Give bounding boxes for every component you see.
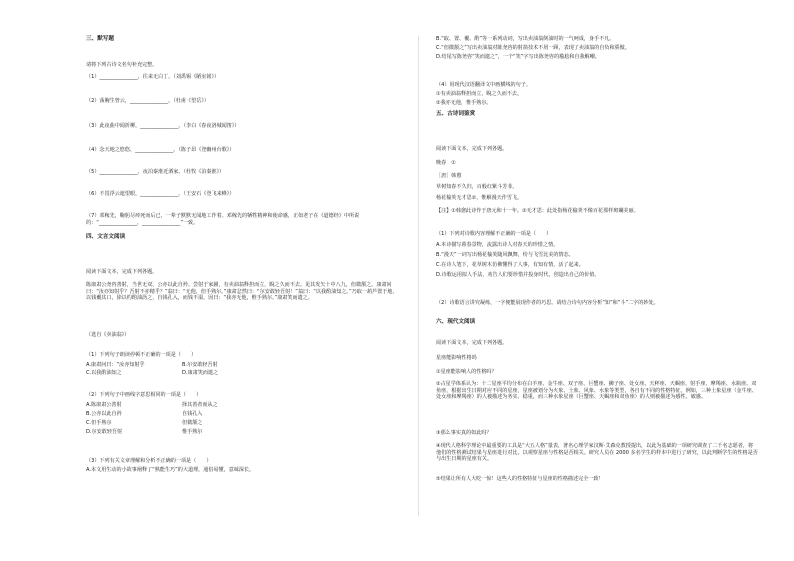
section-title-modern: 六、现代文阅读 — [436, 319, 476, 325]
option-a-left: A.陈康肃公善射 — [86, 402, 122, 408]
question-4: （4）念天地之悠悠，_______________。（陈子昂《登幽州台歌》） — [86, 147, 235, 153]
mc3-option-d[interactable]: D.结尾写陈尧咨“笑而遣之”，一个“笑”字写出陈尧咨的尴尬和自我解嘲。 — [436, 54, 600, 60]
option-a-right: 择其善者而从之 — [182, 402, 218, 408]
mc2-option-b[interactable] — [86, 411, 402, 418]
mc3-option-b[interactable]: B.“取、置、覆、酌”等一系列动词，写出卖油翁倒油时的一气呵成，身手不凡。 — [436, 36, 615, 42]
mc2-option-c[interactable] — [86, 420, 402, 427]
article-para-3: ③那么事实真的如此吗？ — [436, 430, 492, 436]
section-title-dictation: 三、默写题 — [86, 36, 114, 42]
article-title: 星座能影响性格吗 — [436, 355, 477, 361]
option-d-right: 惟手熟尔 — [182, 429, 203, 435]
mc-question-1: （1）下列句子朗读停顿不正确的一项是（ ） — [86, 352, 197, 358]
mc3-option-c[interactable]: C.“但微颔之”写出卖油翁对陈尧咨的射箭技术不屑一顾，表现了卖油翁的自负和骄傲。 — [436, 45, 630, 51]
mc1-options — [86, 362, 402, 369]
poem-line-2: 杨花榆荚无才思②，惟解漫天作雪飞。 — [436, 195, 523, 201]
translate-question: （4）用现代汉语翻译文中画横线的句子。 — [436, 82, 531, 88]
option-d-left: D.尔安敢轻吾射 — [86, 429, 123, 435]
question-5: （5）_______________，夜泊秦淮近酒家。（杜牧《泊秦淮》） — [86, 169, 225, 175]
poem-option-b[interactable]: B.“漫天”一词写出杨花榆荚随风飘舞，纷与飞雪比美的情态。 — [436, 252, 574, 258]
dictation-intro: 请将下列古诗文名句补充完整。 — [86, 62, 158, 68]
passage-source: （选自《卖油翁》） — [86, 332, 130, 338]
mc1-options-2 — [86, 370, 402, 377]
poem-option-a[interactable]: A.本诗描写暮春景物，流露出诗人对春天的珍惜之情。 — [436, 242, 559, 248]
poem-line-1: 草树知春不久归，百般红紫斗芳菲。 — [436, 184, 518, 190]
reading-intro-2: 阅读下面文本，完成下列各题。 — [436, 340, 508, 346]
poem-option-c[interactable]: C.在诗人笔下，花草树木仿佛懂得了人事，有知有情，活了起来。 — [436, 262, 584, 268]
mc3-option-a[interactable]: A.本文用生动的小故事阐释了“熟能生巧”的大道理，通俗易懂，意味深长。 — [86, 467, 255, 473]
poem-author: ［唐］韩愈 — [436, 173, 462, 179]
option-c-left: C.但手熟尔 — [86, 420, 112, 426]
article-para-2: ②占星学体系认为：十二星座平均分布在白羊座、金牛座、双子座、巨蟹座、狮子座、处女座、天秤座、天蝎座、射手座、摩羯座、水瓶座、双鱼座，根据出生日期对应不同的星座，星座被划分为火象、土象、风象、水象等类型，各自有不同的性格特征。例如，三种土象星座（金牛座、处女座和摩羯座）的人被描述为务实、稳重，而三种水象星座（巨蟹座、天蝎座和双鱼座）的人则被描述为感性、敏感。 — [436, 381, 757, 401]
mc-question-2: （2）下列句子中画线字意思相同的一项是（ ） — [86, 392, 202, 398]
question-1: （1）_______________，往来无白丁。（刘禹锡《陋室铭》） — [86, 74, 220, 80]
reading-intro: 阅读下面文本，完成下列各题。 — [86, 269, 158, 275]
translate-sentence-2: ②我亦无他，惟手熟尔。 — [436, 100, 492, 106]
mc2-option-d[interactable] — [86, 429, 402, 436]
article-para-5: ⑤结果让所有人大吃一惊！这些人的性格特征与星座的性格描述完全一致！ — [436, 476, 604, 482]
classical-passage: 陈康肃公尧咨善射，当世无双，公亦以此自矜。尝射于家圃，有卖油翁释担而立，睨之久而不去。见其发矢十中八九，但微颔之。康肃问曰：“汝亦知射乎？吾射不亦精乎？”翁曰：“无他，但手熟尔。”康肃忿然曰：“尔安敢轻吾射！”翁曰：“以我酌油知之。”乃取一葫芦置于地，以钱覆其口，徐以杓酌油沥之，自钱孔入，而钱不湿。因曰：“我亦无他，惟手熟尔。”康肃笑而遣之。 — [86, 282, 398, 302]
section-title-poetry: 五、古诗词鉴赏 — [436, 111, 476, 117]
question-6: （6）不畏浮云遮望眼，_______________。（王安石《登飞来峰》） — [86, 191, 235, 197]
option-a[interactable]: A.康肃问曰：“汝亦知射乎 — [86, 362, 145, 368]
reading-intro: 阅读下面文本，完成下列各题。 — [436, 146, 508, 152]
option-b-right: 自钱孔入 — [182, 411, 203, 417]
column-divider — [418, 36, 419, 516]
question-3: （3）此夜曲中闻折柳，_______________。（李白《春夜洛城闻笛》） — [86, 123, 240, 129]
poem-note: 【注】①韩愈此诗作于唐元和十一年。②无才思：此处指杨花榆荚不像百花那样斑斓美丽。 — [436, 208, 639, 214]
question-7: （7）邓稼先，鞠躬尽瘁死而后已，一辈子默默无闻地工作着。邓稼先的牺牲精神和使命感，正如老子在《道德经》中所说的：“_______________，_______________”一致。 — [86, 213, 360, 226]
option-c-right: 但微颔之 — [182, 420, 203, 426]
option-c[interactable]: C.以我酌油知之 — [86, 370, 122, 376]
option-b-left: B.公亦以此自矜 — [86, 411, 122, 417]
section-title-classical: 四、文言文阅读 — [86, 234, 126, 240]
poem-question-2: （2）诗歌语言讲究凝练，一字便能展现作者的巧思。请结合诗句内容分析“知”和“斗”二字的妙处。 — [436, 300, 659, 306]
mc2-option-a[interactable] — [86, 402, 402, 409]
article-para-1: ①星座能影响人的性格吗？ — [436, 369, 497, 375]
article-para-4: ④现代人格科学理论中最重要的工具是“大五人格”量表，著名心理学家汉斯·艾森克教授提出，以此为基础的一项研究调查了二千名志愿者，将他们的性格测试结果与星座进行对比，以观察星座与性格是否相关。研究人员在 2000 多名学生的样本中进行了研究，以此判断学生的性格是否与出生日期的星座有关。 — [436, 443, 758, 463]
mc-question-3: （3）下列有关文章理解和分析不正确的一项是（ ） — [86, 458, 212, 464]
option-b[interactable]: B.尔安敢轻吾射 — [182, 362, 218, 368]
translate-sentence-1: ①有卖油翁释担而立，睨之久而不去。 — [436, 91, 523, 97]
poem-question-1: （1）下列对诗歌内容理解不正确的一项是（ ） — [436, 231, 552, 237]
poem-option-d[interactable]: D.诗歌运用拟人手法，劝告人们要珍惜并投身时代，创造出自己的价值。 — [436, 272, 600, 278]
option-d[interactable]: D.康肃笑而遣之 — [182, 370, 219, 376]
question-2: （2）荡胸生曾云，_______________。（杜甫《望岳》） — [86, 98, 209, 104]
poem-title: 晚春 ① — [436, 160, 456, 166]
